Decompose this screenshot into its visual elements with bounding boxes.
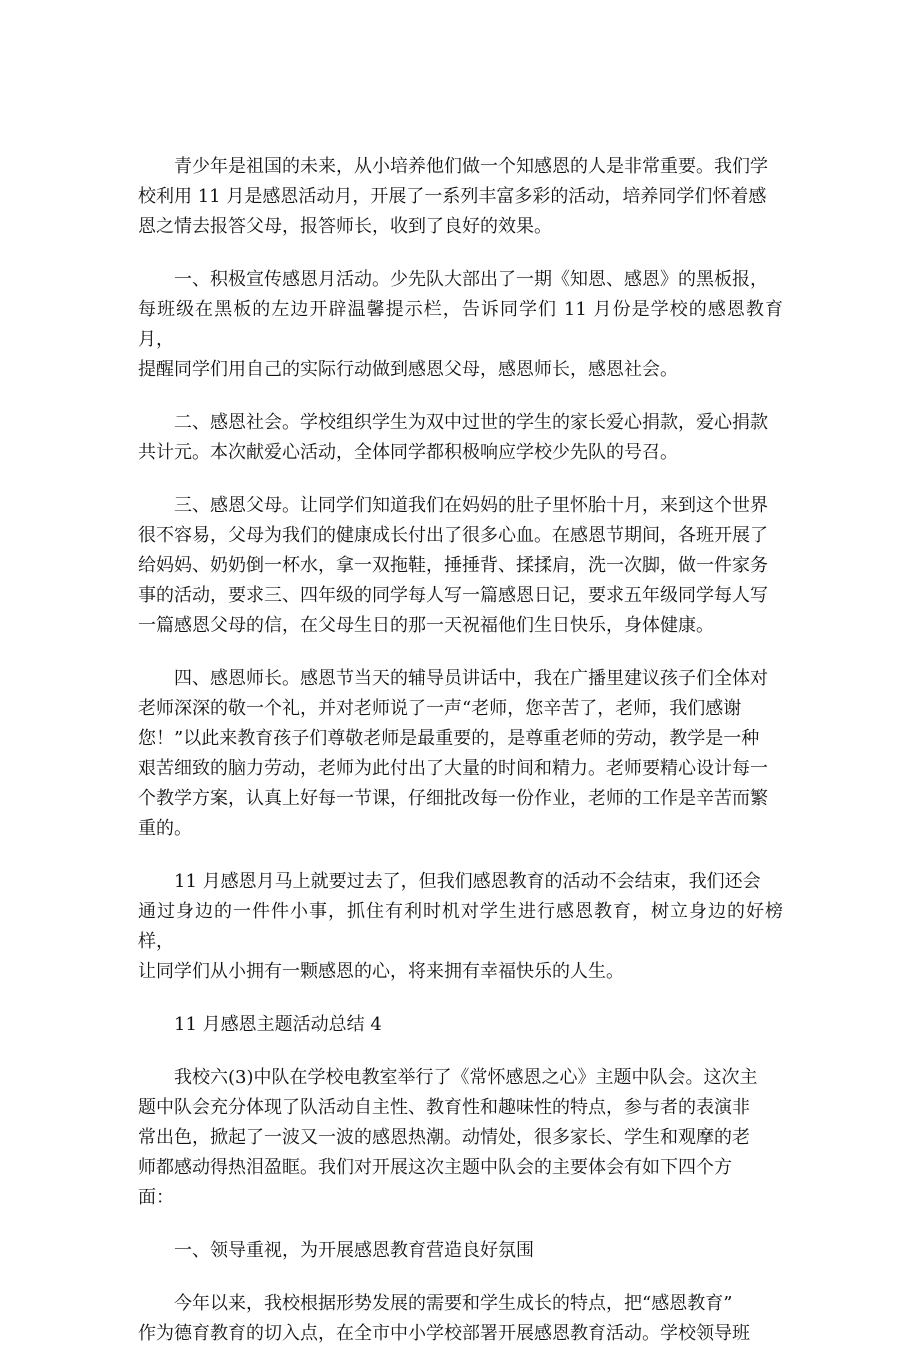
text-line: 青少年是祖国的未来，从小培养他们做一个知感恩的人是非常重要。我们学 (174, 156, 768, 177)
text-line: 给妈妈、奶奶倒一杯水，拿一双拖鞋，捶捶背、揉揉肩，洗一次脚，做一件家务 (138, 555, 768, 576)
text-line: 老师深深的敬一个礼，并对老师说了一声“老师，您辛苦了，老师，我们感谢 (138, 698, 742, 719)
paragraph-this-year (138, 1289, 783, 1349)
section-title: 11 月感恩主题活动总结 4 (174, 1014, 382, 1035)
text-line: 通过身边的一件件小事，抓住有利时机对学生进行感恩教育，树立身边的好榜样， (138, 901, 783, 952)
text-line: 题中队会充分体现了队活动自主性、教育性和趣味性的特点，参与者的表演非 (138, 1097, 750, 1118)
text-line: 四、感恩师长。感恩节当天的辅导员讲话中，我在广播里建议孩子们全体对 (174, 668, 768, 689)
text-line: 艰苦细致的脑力劳动，老师为此付出了大量的时间和精力。老师要精心设计每一 (138, 758, 768, 779)
text-line: 校利用 11 月是感恩活动月，开展了一系列丰富多彩的活动，培养同学们怀着感 (138, 186, 767, 207)
text-line: 事的活动，要求三、四年级的同学每人写一篇感恩日记，要求五年级同学每人写 (138, 585, 768, 606)
text-line: 三、感恩父母。让同学们知道我们在妈妈的肚子里怀胎十月，来到这个世界 (174, 495, 768, 516)
paragraph-intro (138, 152, 783, 242)
document-body (138, 152, 783, 1372)
text-line: 今年以来，我校根据形势发展的需要和学生成长的特点，把“感恩教育” (174, 1293, 733, 1314)
text-line: 一、积极宣传感恩月活动。少先队大部出了一期《知恩、感恩》的黑板报， (174, 269, 768, 290)
text-line: 一篇感恩父母的信，在父母生日的那一天祝福他们生日快乐，身体健康。 (138, 615, 714, 636)
text-line: 提醒同学们用自己的实际行动做到感恩父母，感恩师长，感恩社会。 (138, 359, 678, 380)
paragraph-subheading (138, 1236, 783, 1266)
text-line: 作为德育教育的切入点，在全市中小学校部署开展感恩教育活动。学校领导班 (138, 1323, 750, 1344)
text-line: 恩之情去报答父母，报答师长，收到了良好的效果。 (138, 216, 552, 237)
text-line: 我校六(3)中队在学校电教室举行了《常怀感恩之心》主题中队会。这次主 (174, 1067, 758, 1088)
paragraph-publicity (138, 265, 783, 385)
text-line: 很不容易，父母为我们的健康成长付出了很多心血。在感恩节期间，各班开展了 (138, 525, 768, 546)
text-line: 您！”以此来教育孩子们尊敬老师是最重要的，是尊重老师的劳动，教学是一种 (138, 728, 760, 749)
text-line: 师都感动得热泪盈眶。我们对开展这次主题中队会的主要体会有如下四个方 (138, 1157, 732, 1178)
text-line: 每班级在黑板的左边开辟温馨提示栏，告诉同学们 11 月份是学校的感恩教育月， (138, 299, 783, 350)
text-line: 面： (138, 1187, 174, 1208)
paragraph-teachers (138, 664, 783, 844)
text-line: 二、感恩社会。学校组织学生为双中过世的学生的家长爱心捐款，爱心捐款 (174, 412, 768, 433)
text-line: 一、领导重视，为开展感恩教育营造良好氛围 (174, 1240, 534, 1261)
paragraph-conclusion (138, 867, 783, 987)
text-line: 11 月感恩月马上就要过去了，但我们感恩教育的活动不会结束，我们还会 (174, 871, 761, 892)
text-line: 共计元。本次献爱心活动，全体同学都积极响应学校少先队的号召。 (138, 442, 678, 463)
text-line: 常出色，掀起了一波又一波的感恩热潮。动情处，很多家长、学生和观摩的老 (138, 1127, 750, 1148)
text-line: 让同学们从小拥有一颗感恩的心，将来拥有幸福快乐的人生。 (138, 961, 624, 982)
paragraph-team-meeting (138, 1063, 783, 1213)
text-line: 重的。 (138, 818, 192, 839)
paragraph-parents (138, 491, 783, 641)
paragraph-society (138, 408, 783, 468)
text-line: 个教学方案，认真上好每一节课，仔细批改每一份作业，老师的工作是辛苦而繁 (138, 788, 768, 809)
